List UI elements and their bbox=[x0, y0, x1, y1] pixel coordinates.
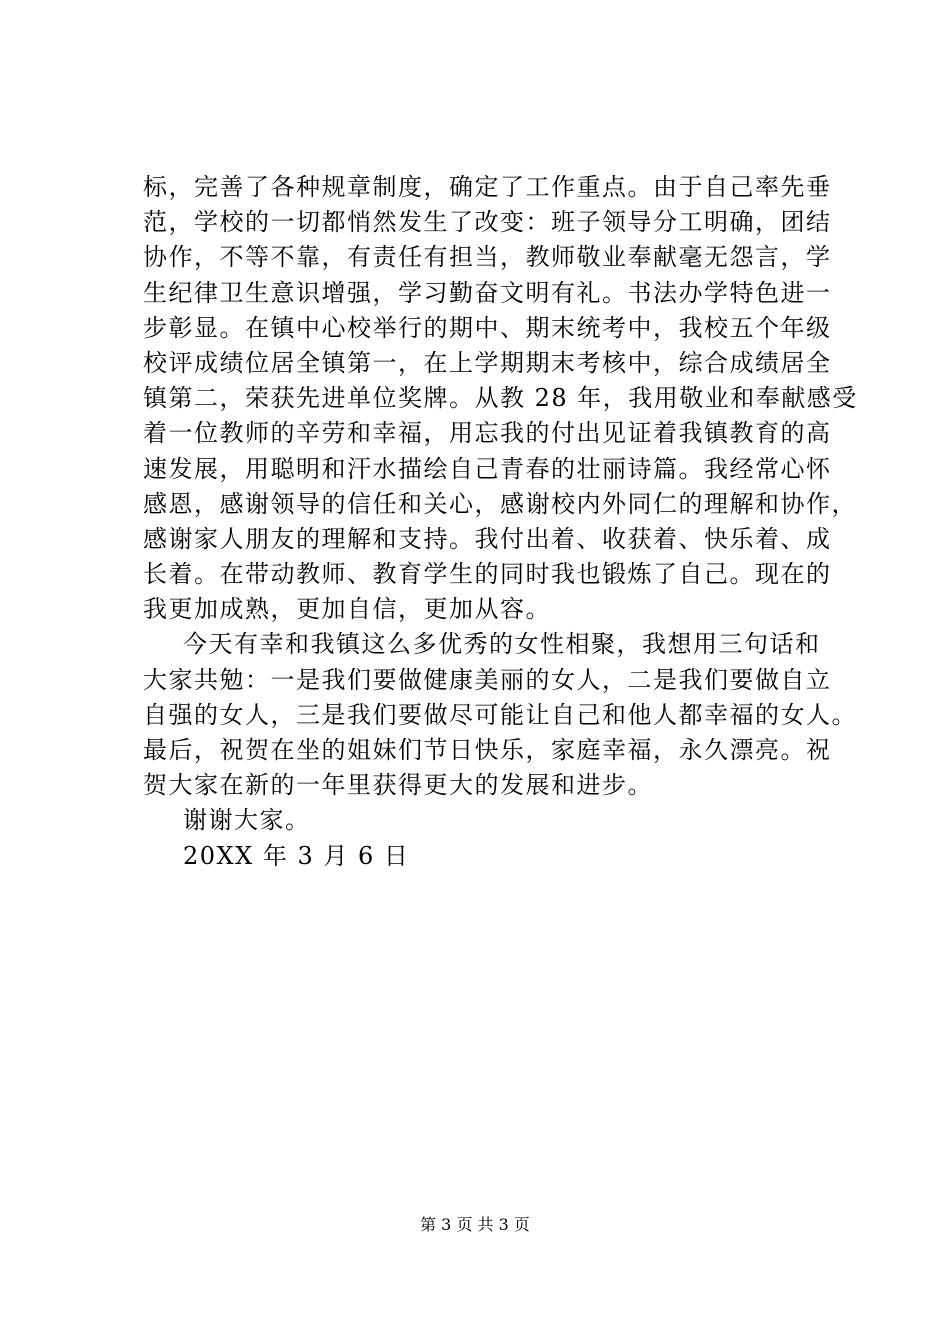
page-footer: 第 3 页 共 3 页 bbox=[420, 1215, 530, 1234]
text-line: 长着。在带动教师、教育学生的同时我也锻炼了自己。现在的 bbox=[143, 560, 832, 589]
text-line: 最后，祝贺在坐的姐妹们节日快乐，家庭幸福，永久漂亮。祝 bbox=[143, 736, 832, 764]
text-line: 生纪律卫生意识增强，学习勤奋文明有礼。书法办学特色进一 bbox=[143, 278, 832, 307]
text-line: 谢谢大家。 bbox=[183, 806, 311, 835]
date-line: 20XX 年 3 月 6 日 bbox=[183, 841, 410, 870]
text-line: 标，完善了各种规章制度，确定了工作重点。由于自己率先垂 bbox=[143, 173, 832, 201]
text-line: 着一位教师的辛劳和幸福，用忘我的付出见证着我镇教育的高 bbox=[143, 419, 832, 448]
body-text bbox=[143, 170, 858, 874]
text-line: 感恩，感谢领导的信任和关心，感谢校内外同仁的理解和协作， bbox=[143, 489, 857, 518]
text-line: 范，学校的一切都悄然发生了改变：班子领导分工明确，团结 bbox=[143, 208, 832, 237]
text-line: 自强的女人，三是我们要做尽可能让自己和他人都幸福的女人。 bbox=[143, 700, 857, 729]
text-line: 贺大家在新的一年里获得更大的发展和进步。 bbox=[143, 771, 653, 800]
text-line: 速发展，用聪明和汗水描绘自己青春的壮丽诗篇。我经常心怀 bbox=[143, 454, 832, 483]
text-line: 协作，不等不靠，有责任有担当，教师敬业奉献毫无怨言，学 bbox=[143, 243, 832, 272]
text-line: 今天有幸和我镇这么多优秀的女性相聚，我想用三句话和 bbox=[183, 630, 821, 659]
text-line: 步彰显。在镇中心校举行的期中、期末统考中，我校五个年级 bbox=[143, 313, 832, 342]
text-line: 大家共勉：一是我们要做健康美丽的女人，二是我们要做自立 bbox=[143, 665, 832, 694]
text-line: 镇第二，荣获先进单位奖牌。从教 28 年，我用敬业和奉献感受 bbox=[143, 384, 858, 413]
text-line: 我更加成熟，更加自信，更加从容。 bbox=[143, 595, 551, 624]
text-line: 感谢家人朋友的理解和支持。我付出着、收获着、快乐着、成 bbox=[143, 524, 832, 553]
text-line: 校评成绩位居全镇第一，在上学期期末考核中，综合成绩居全 bbox=[143, 348, 832, 377]
